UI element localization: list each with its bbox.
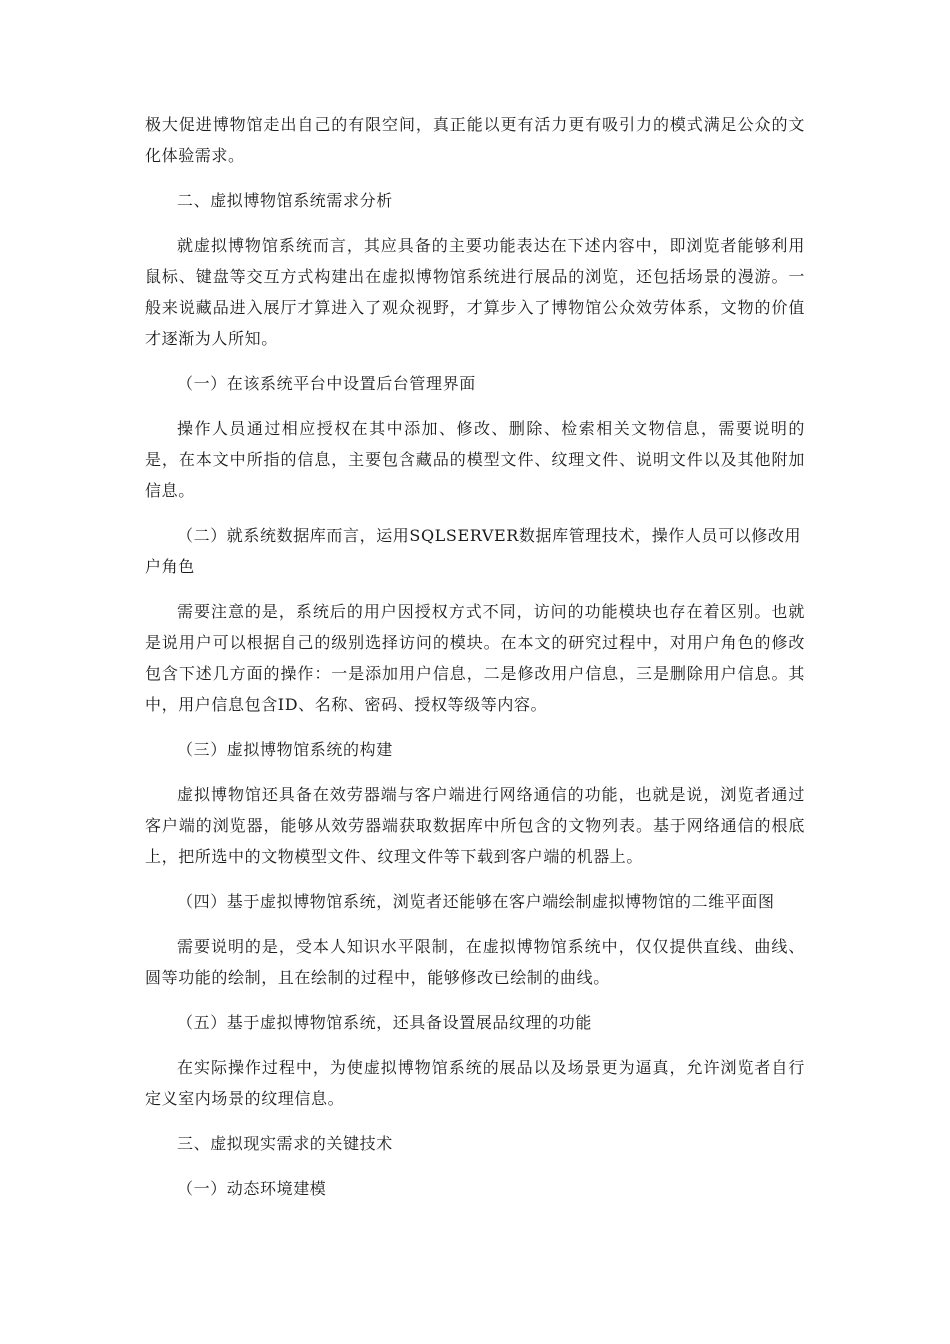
subheading-5: （五）基于虚拟博物馆系统，还具备设置展品纹理的功能	[177, 1013, 593, 1032]
paragraph-drawing: 需要说明的是，受本人知识水平限制，在虚拟博物馆系统中，仅仅提供直线、曲线、圆等功能的绘制，且在绘制的过程中，能够修改已绘制的曲线。	[145, 937, 805, 987]
document-page	[145, 109, 805, 1204]
subheading-4: （四）基于虚拟博物馆系统，浏览者还能够在客户端绘制虚拟博物馆的二维平面图	[177, 892, 775, 911]
section-heading-2: 二、虚拟博物馆系统需求分析	[177, 191, 393, 210]
paragraph-texture: 在实际操作过程中，为使虚拟博物馆系统的展品以及场景更为逼真，允许浏览者自行定义室内场景的纹理信息。	[145, 1058, 805, 1108]
paragraph-admin: 操作人员通过相应授权在其中添加、修改、删除、检索相关文物信息，需要说明的是，在本文中所指的信息，主要包含藏品的模型文件、纹理文件、说明文件以及其他附加信息。	[145, 419, 805, 500]
section-heading-3: 三、虚拟现实需求的关键技术	[177, 1134, 393, 1153]
paragraph-requirements: 就虚拟博物馆系统而言，其应具备的主要功能表达在下述内容中，即浏览者能够利用鼠标、键盘等交互方式构建出在虚拟博物馆系统进行展品的浏览，还包括场景的漫游。一般来说藏品进入展厅才算进入了观众视野，才算步入了博物馆公众效劳体系，文物的价值才逐渐为人所知。	[145, 236, 805, 348]
subheading-2: （二）就系统数据库而言，运用SQLSERVER数据库管理技术，操作人员可以修改用户角色	[145, 526, 802, 576]
subheading-dynamic-modeling: （一）动态环境建模	[177, 1179, 327, 1198]
paragraph-continuation: 极大促进博物馆走出自己的有限空间，真正能以更有活力更有吸引力的模式满足公众的文化体验需求。	[145, 115, 805, 165]
subheading-1: （一）在该系统平台中设置后台管理界面	[177, 374, 476, 393]
subheading-3: （三）虚拟博物馆系统的构建	[177, 740, 393, 759]
paragraph-user-roles: 需要注意的是，系统后的用户因授权方式不同，访问的功能模块也存在着区别。也就是说用户可以根据自己的级别选择访问的模块。在本文的研究过程中，对用户角色的修改包含下述几方面的操作：一是添加用户信息，二是修改用户信息，三是删除用户信息。其中，用户信息包含ID、名称、密码、授权等级等内容。	[145, 602, 805, 714]
paragraph-network: 虚拟博物馆还具备在效劳器端与客户端进行网络通信的功能，也就是说，浏览者通过客户端的浏览器，能够从效劳器端获取数据库中所包含的文物列表。基于网络通信的根底上，把所选中的文物模型文件、纹理文件等下载到客户端的机器上。	[145, 785, 805, 866]
